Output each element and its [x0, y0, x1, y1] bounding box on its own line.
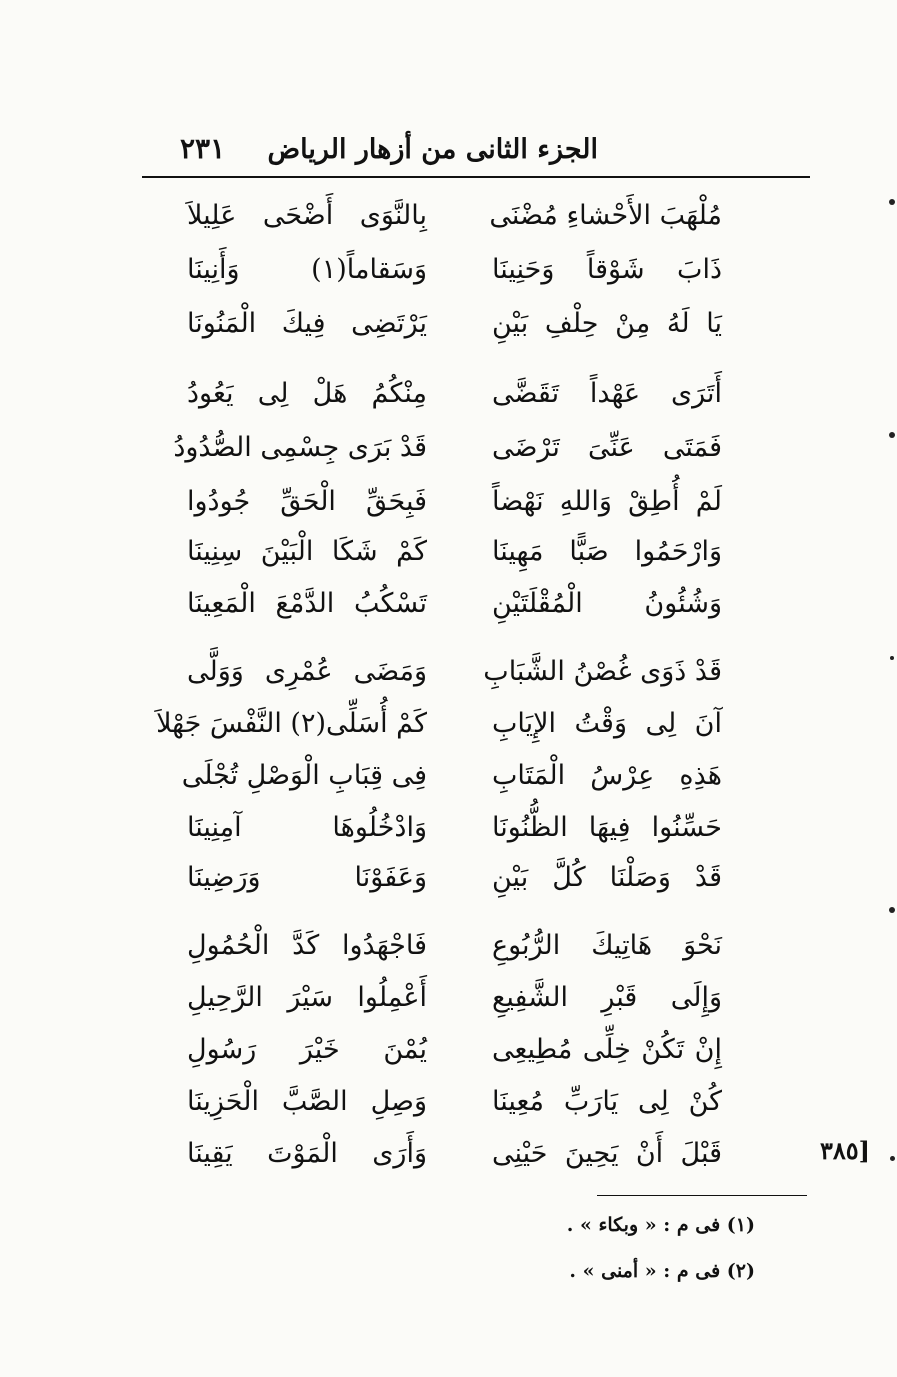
footnote: (٢) فى م : « أمنى » .: [569, 1260, 755, 1282]
verse-left-hemistich: بِالنَّوَى أَضْحَى عَلِيلاَ: [187, 200, 427, 231]
verse-right-hemistich: قَدْ وَصَلْنَا كُلَّ بَيْنِ: [492, 862, 722, 893]
verse-left-hemistich: وَأَرَى الْمَوْتَ يَقِينَا: [187, 1138, 427, 1169]
verse-right-hemistich: مُلْهَبَ الأَحْشاءِ مُضْنَى: [489, 200, 722, 231]
verse-right-hemistich: ذَابَ شَوْقاً وَحَنِينَا: [492, 254, 722, 285]
verse-left-hemistich: فَاجْهَدُوا كَدَّ الْحُمُولِ: [187, 930, 427, 961]
verse-left-hemistich: كَمْ شَكَا الْبَيْنَ سِنِينَا: [187, 536, 427, 567]
page-number: ٢٣١: [180, 132, 226, 165]
verse-right-hemistich: وَإِلَى قَبْرِ الشَّفِيعِ: [492, 982, 722, 1013]
verse-right-hemistich: يَا لَهُ مِنْ حِلْفِ بَيْنِ: [492, 308, 722, 339]
verse-left-hemistich: وَسَقاماً(١) وَأَنِينَا: [187, 254, 427, 285]
verse-right-hemistich: أَتَرَى عَهْداً تَقَضَّى: [492, 378, 722, 409]
verse-right-hemistich: قَدْ ذَوَى غُصْنُ الشَّبَابِ: [483, 656, 722, 687]
verse-left-hemistich: كَمْ أُسَلِّى(٢) النَّفْسَ جَهْلاَ: [156, 708, 427, 739]
verse-left-hemistich: وَمَضَى عُمْرِى وَوَلَّى: [187, 656, 427, 687]
verse-right-hemistich: فَمَتَى عَنِّىَ تَرْضَى: [492, 432, 722, 463]
running-header: [142, 128, 810, 172]
verse-left-hemistich: تَسْكُبُ الدَّمْعَ الْمَعِينَا: [187, 588, 427, 619]
verse-right-hemistich: وَشُئُونُ الْمُقْلَتَيْنِ: [492, 588, 722, 619]
verse-left-hemistich: قَدْ بَرَى جِسْمِى الصُّدُودُ: [173, 432, 427, 463]
verse-right-hemistich: هَذِهِ عِرْسُ الْمَتَابِ: [492, 760, 722, 791]
verse-right-hemistich: نَحْوَ هَاتِيكَ الرُّبُوعِ: [492, 930, 722, 961]
scan-speck: [889, 199, 895, 205]
verse-left-hemistich: فِى قِبَابِ الْوَصْلِ تُجْلَى: [181, 760, 427, 791]
verse-right-hemistich: إِنْ تَكُنْ خِلِّى مُطِيعِى: [492, 1034, 722, 1065]
verse-right-hemistich: وَارْحَمُوا صَبًّا مَهِينَا: [492, 536, 722, 567]
verse-left-hemistich: وَعَفَوْنَا وَرَضِينَا: [187, 862, 427, 893]
verse-right-hemistich: كُنْ لِى يَارَبِّ مُعِينَا: [492, 1086, 722, 1117]
verse-left-hemistich: وَصِلِ الصَّبَّ الْحَزِينَا: [187, 1086, 427, 1117]
verse-right-hemistich: قَبْلَ أَنْ يَحِينَ حَيْنِى: [492, 1138, 722, 1169]
verse-left-hemistich: يَرْتَضِى فِيكَ الْمَنُونَا: [187, 308, 427, 339]
scan-speck: [889, 432, 895, 438]
header-title: الجزء الثانى من أزهار الرياض: [267, 134, 598, 165]
footnote-rule: [597, 1195, 807, 1196]
verse-right-hemistich: لَمْ أُطِقْ وَاللهِ نَهْضاً: [492, 486, 722, 517]
margin-reference-number: [٣٨٥: [820, 1136, 871, 1165]
scan-speck: [890, 1156, 895, 1161]
header-rule: [142, 176, 810, 178]
verse-left-hemistich: وَادْخُلُوهَا آمِنِينَا: [187, 812, 427, 843]
verse-right-hemistich: حَسِّنُوا فِيهَا الظُّنُونَا: [492, 812, 722, 843]
verse-left-hemistich: يُمْنَ خَيْرَ رَسُولِ: [187, 1034, 427, 1065]
verse-right-hemistich: آنَ لِى وَقْتُ الإِيَابِ: [492, 708, 722, 739]
scan-speck: [890, 656, 894, 660]
scan-speck: [889, 907, 895, 913]
verse-left-hemistich: أَعْمِلُوا سَيْرَ الرَّحِيلِ: [187, 982, 427, 1013]
verse-left-hemistich: مِنْكُمُ هَلْ لِى يَعُودُ: [187, 378, 427, 409]
verse-left-hemistich: فَبِحَقِّ الْحَقِّ جُودُوا: [187, 486, 427, 517]
footnote: (١) فى م : « وبكاء » .: [566, 1214, 755, 1236]
